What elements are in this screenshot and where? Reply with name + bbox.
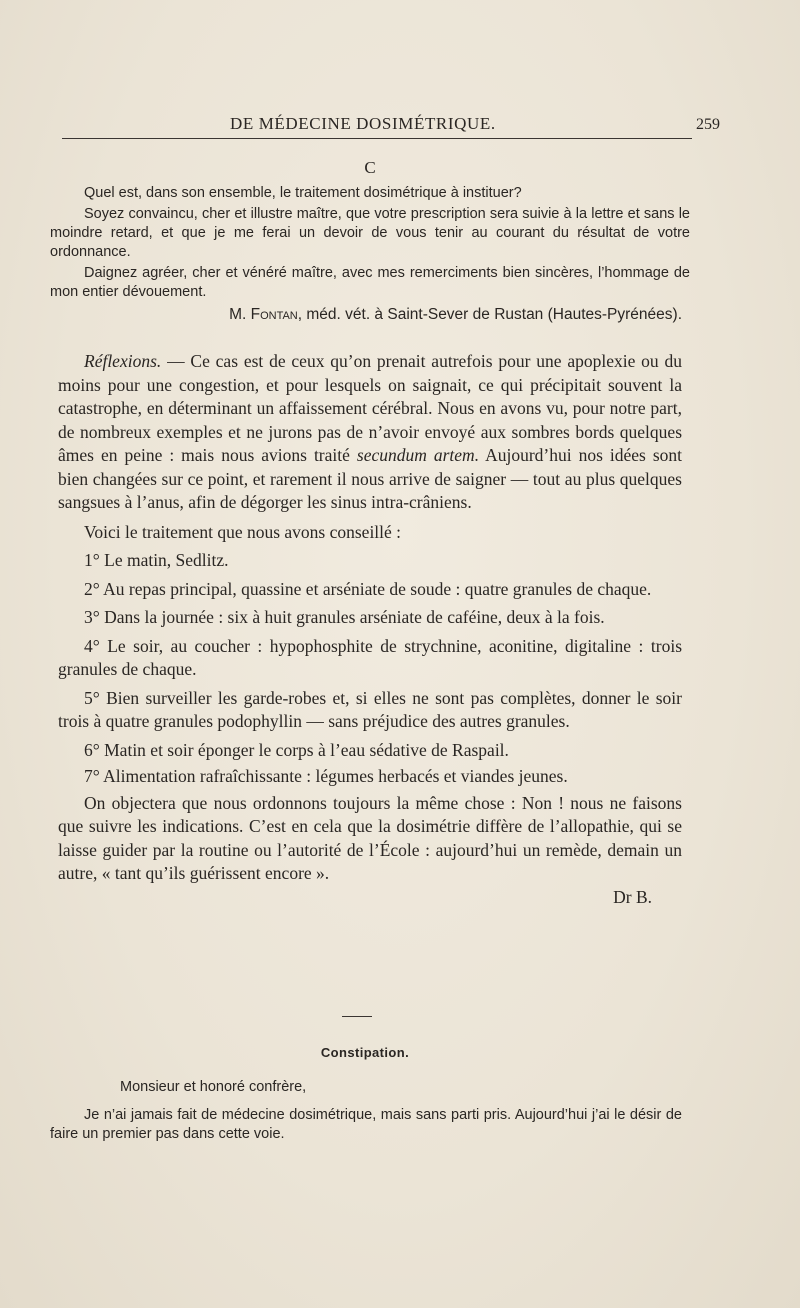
author-name: M. Fontan bbox=[229, 306, 298, 323]
signature-fontan bbox=[50, 305, 690, 324]
treatment-item-5: 5° Bien surveiller les garde-robes et, si elles ne sont pas complètes, donner le soir trois à quatre granules podophyllin — sans préjudice des autres granules. bbox=[58, 687, 682, 731]
treatment-item-6: 6° Matin et soir éponger le corps à l’eau sédative de Raspail. bbox=[84, 739, 509, 760]
treatment-item-3: 3° Dans la journée : six à huit granules arséniate de caféine, deux à la fois. bbox=[84, 607, 605, 627]
section-letter: C bbox=[364, 158, 376, 177]
constipation-letter bbox=[50, 1078, 682, 1144]
treatment-item-4: 4° Le soir, au coucher : hypophosphite de strychnine, aconitine, digitaline : trois granules de chaque. bbox=[58, 635, 682, 679]
running-header bbox=[62, 112, 720, 139]
treatment-item-2: 2° Au repas principal, quassine et arséniate de soude : quatre granules de chaque. bbox=[84, 578, 652, 599]
treatment-item-7: 7° Alimentation rafraîchissante : légumes herbacés et viandes jeunes. bbox=[84, 766, 568, 786]
running-title: DE MÉDECINE DOSIMÉTRIQUE. bbox=[230, 114, 496, 133]
reflexions-paragraph bbox=[58, 350, 682, 515]
paragraph: Soyez convaincu, cher et illustre maître, que votre prescription sera suivie à la lettre et sans le moindre retard, et que je me ferai un devoir de vous tenir au courant du résultat de votre ordonnance. bbox=[50, 206, 690, 260]
paragraph: Daignez agréer, cher et vénéré maître, avec mes remerciments bien sincères, l’hommage de mon entier dévouement. bbox=[50, 265, 690, 300]
paragraph: Quel est, dans son ensemble, le traitement dosimétrique à instituer? bbox=[84, 185, 522, 201]
treatment-intro: Voici le traitement que nous avons conseillé : bbox=[84, 521, 402, 542]
reflexions-label: Réflexions. bbox=[84, 351, 162, 371]
reflexions-section bbox=[58, 350, 682, 909]
letter-fontan bbox=[50, 184, 690, 324]
paragraph: Je n’ai jamais fait de médecine dosimétrique, mais sans parti pris. Aujourd’hui j’ai le désir de faire un premier pas dans cette voie. bbox=[50, 1107, 682, 1142]
page-number: 259 bbox=[696, 116, 720, 133]
signature-text: Dr B. bbox=[613, 886, 652, 907]
salutation: Monsieur et honoré confrère, bbox=[120, 1079, 307, 1095]
treatment-item-1: 1° Le matin, Sedlitz. bbox=[84, 550, 229, 570]
reflexions-text-b: Aujourd’hui nos idées sont bien changées sur ce point, et rarement il nous arrive de saigner — tout au plus quelques sangsues à l’anus, afin de dégorger les sinus intra-crâniens. bbox=[58, 445, 683, 512]
latin-phrase: secundum artem. bbox=[356, 445, 480, 465]
conclusion-paragraph: On objectera que nous ordonnons toujours la même chose : Non ! nous ne faisons que suivre les indications. C’est en cela que la dosimétrie diffère de l’allopathie, qui se laisse guider par la routine ou l’autorité de l’École : aujourd’hui un remède, demain un autre, « tant qu’ils guérissent encore ». bbox=[58, 792, 682, 883]
reflexions-text-a: — Ce cas est de ceux qu’on prenait autrefois pour une apoplexie ou du moins pour une congestion, et pour lesquels on saignait, ce qui précipitait souvent la catastrophe, en déterminant un affaissement cérébral. Nous en avons vu, pour notre part, de nombreux exemples et ne jurons pas de n’avoir envoyé aux sombres bords quelques âmes en peine : mais nous avions traité bbox=[58, 351, 682, 465]
constipation-title: Constipation. bbox=[320, 1045, 410, 1060]
author-details: , méd. vét. à Saint-Sever de Rustan (Hautes-Pyrénées). bbox=[297, 306, 682, 323]
signature-drb bbox=[58, 886, 682, 910]
section-divider bbox=[342, 1016, 372, 1017]
